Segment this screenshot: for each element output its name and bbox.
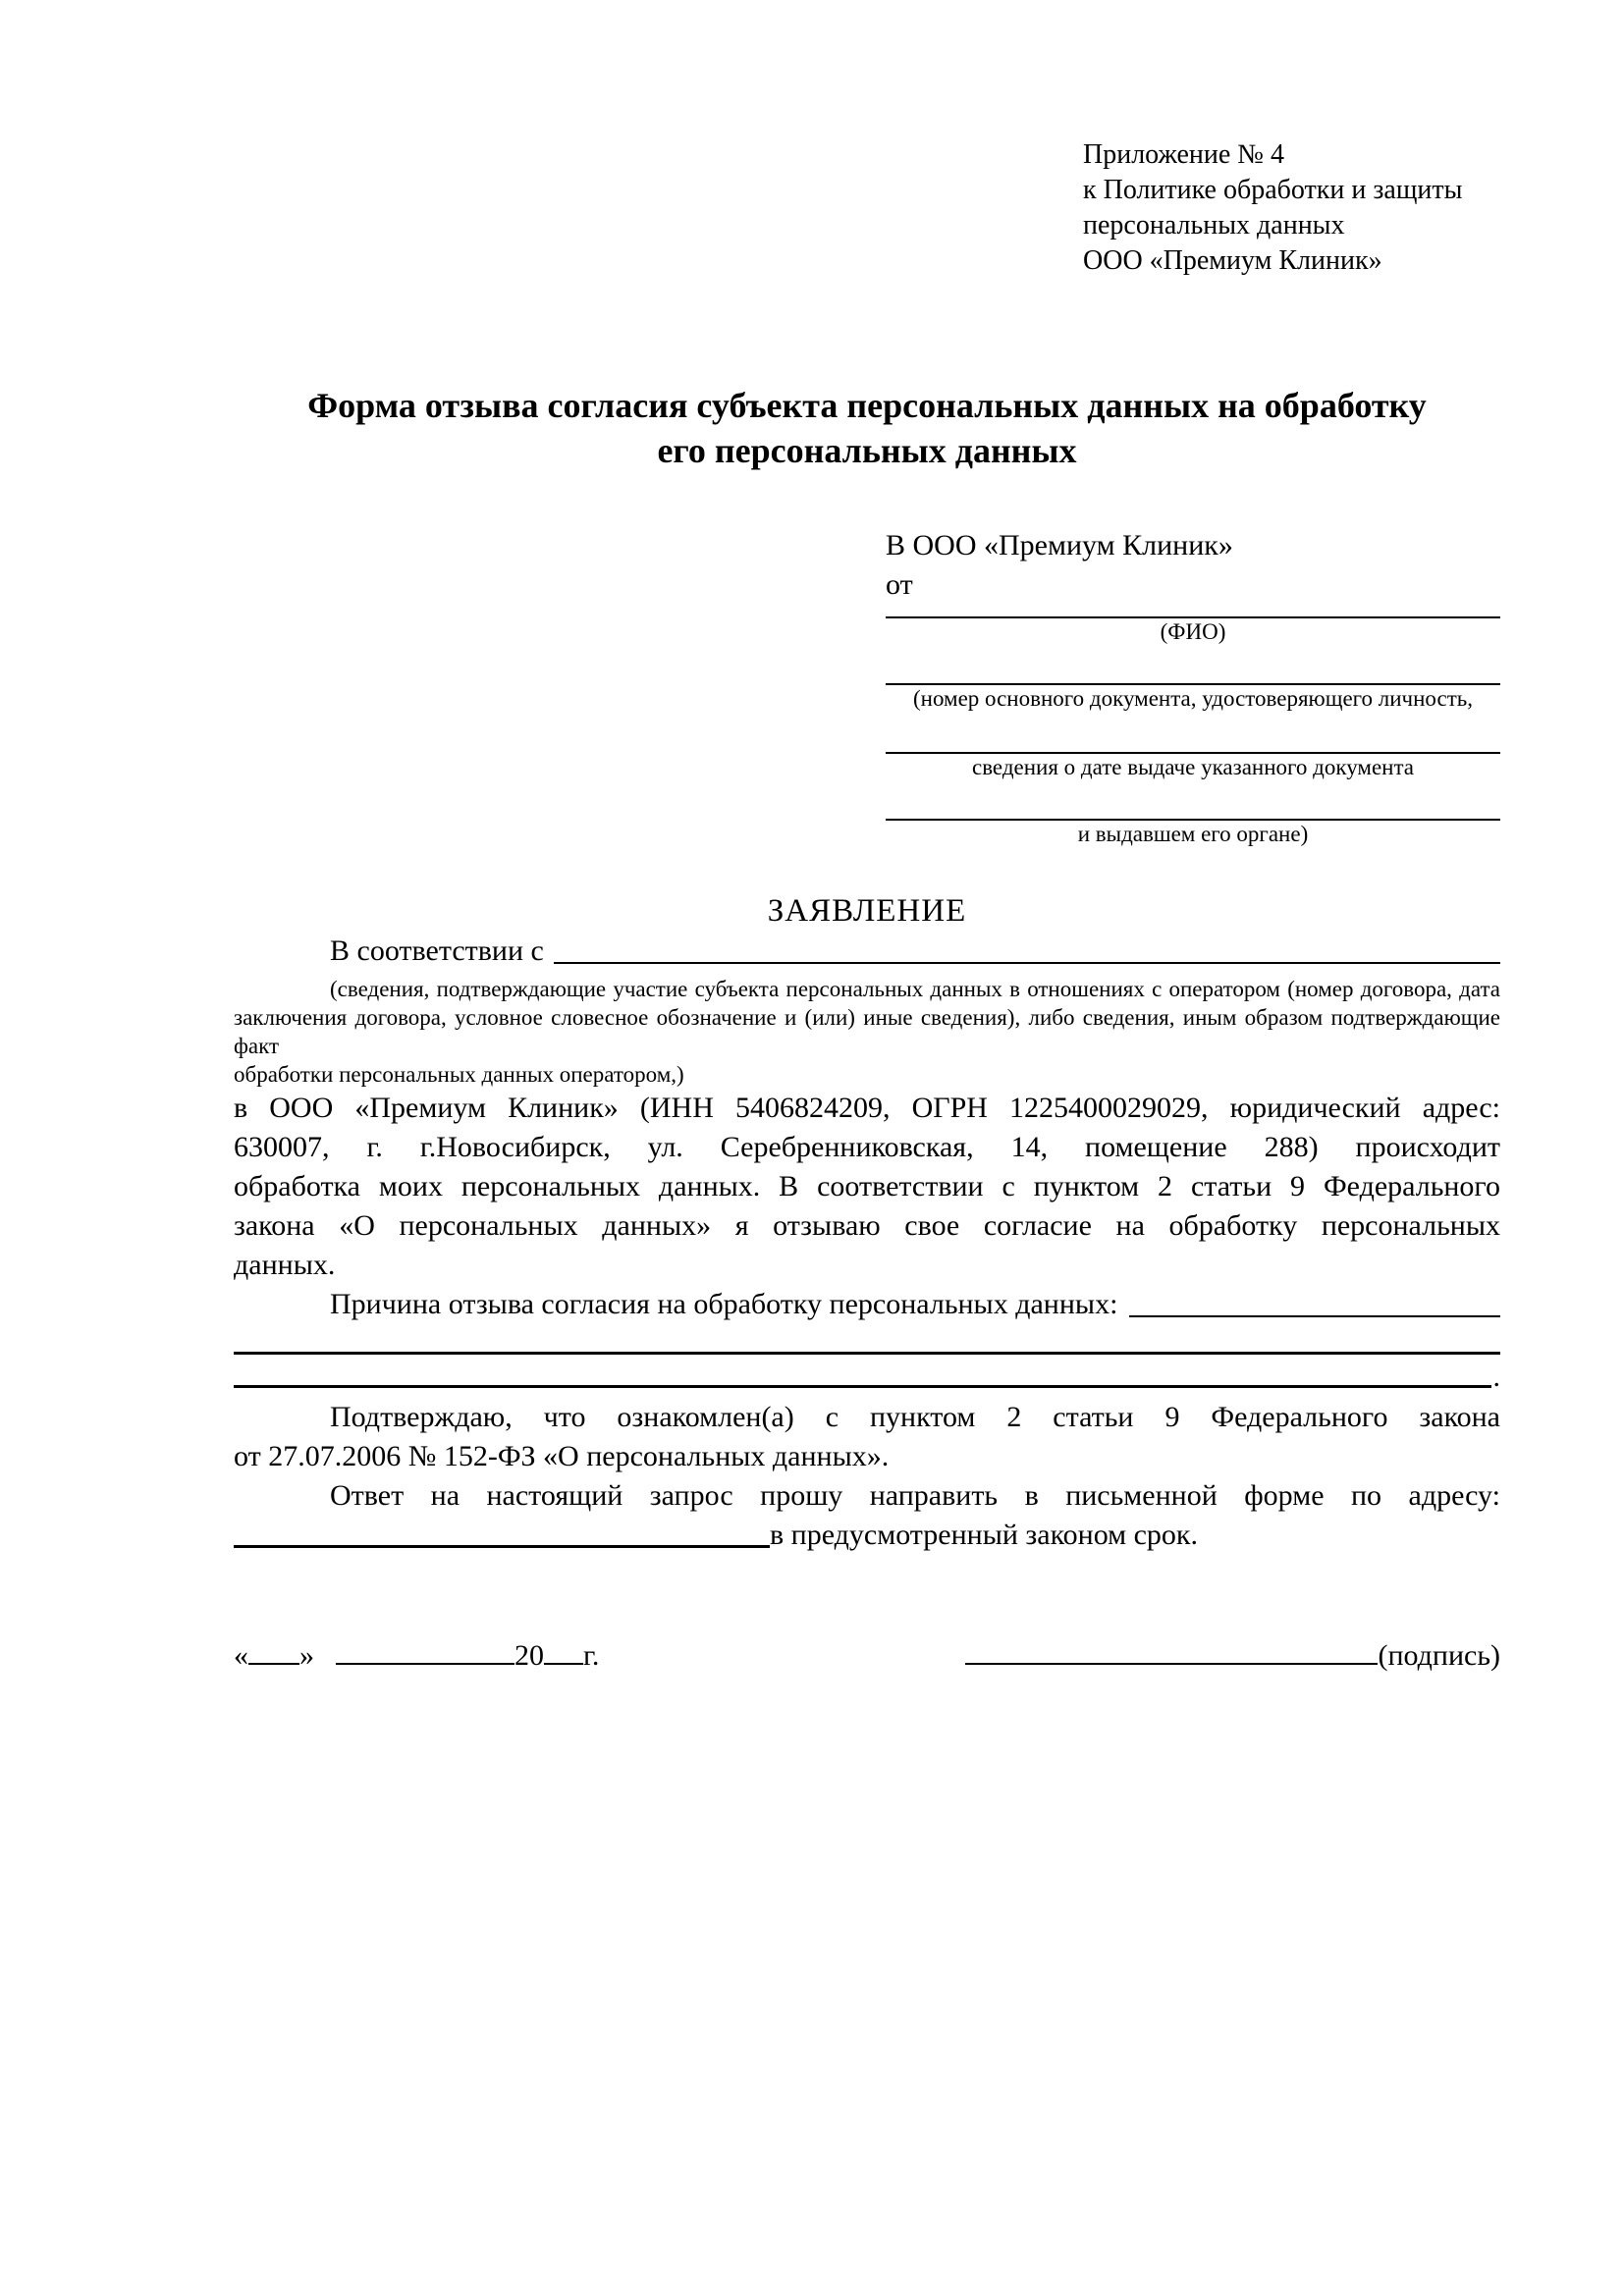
reply-address-row xyxy=(234,1516,1500,1555)
document-number-blank-line xyxy=(886,645,1500,685)
statement-body-line: данных. xyxy=(234,1249,336,1281)
statement-heading: ЗАЯВЛЕНИЕ xyxy=(767,893,967,929)
date-month-blank-line xyxy=(336,1633,514,1665)
form-title-line: Форма отзыва согласия субъекта персональных данных на обработку xyxy=(307,386,1427,425)
fio-blank-line xyxy=(886,605,1500,618)
form-title-line: его персональных данных xyxy=(657,431,1077,470)
appendix-header-line: к Политике обработки и защиты xyxy=(1083,175,1463,205)
signature-caption: (подпись) xyxy=(1378,1639,1500,1672)
basis-footnote-line: заключения договора, условное словесное обозначение и (или) иные сведения), либо сведения, иным образом подтверждающие факт xyxy=(234,1005,1500,1058)
reply-suffix: в предусмотренный законом срок. xyxy=(770,1519,1198,1551)
addressee-to: В ООО «Премиум Клиник» xyxy=(886,529,1233,561)
reply-request-line: Ответ на настоящий запрос прошу направить в письменной форме по адресу: xyxy=(330,1479,1500,1512)
appendix-header-line: Приложение № 4 xyxy=(1083,139,1284,170)
issuing-authority-blank-line xyxy=(886,780,1500,821)
reason-blank-row-3 xyxy=(234,1355,1500,1393)
basis-row xyxy=(234,932,1500,971)
fio-caption: (ФИО) xyxy=(1160,619,1226,644)
date-day-blank-line xyxy=(248,1633,299,1665)
issue-date-blank-line xyxy=(886,712,1500,754)
confirmation-line: Подтверждаю, что ознакомлен(а) с пунктом 2 статьи 9 Федерального закона xyxy=(330,1401,1500,1433)
reason-end-period: . xyxy=(1492,1361,1500,1393)
basis-footnote-line: (сведения, подтверждающие участие субъекта персональных данных в отношениях с оператором (номер договора, дата xyxy=(330,977,1500,1001)
issue-date-caption: сведения о дате выдаче указанного документа xyxy=(971,755,1415,779)
appendix-header-line: персональных данных xyxy=(1083,210,1345,240)
addressee-block xyxy=(886,526,1500,847)
basis-footnote-line: обработки персональных данных оператором,) xyxy=(234,1062,684,1087)
appendix-header-line: ООО «Премиум Клиник» xyxy=(1083,245,1382,276)
date-year-blank-line xyxy=(544,1633,583,1665)
reason-label: Причина отзыва согласия на обработку персональных данных: xyxy=(330,1288,1118,1320)
statement-body-line: 630007, г. г.Новосибирск, ул. Серебренниковская, 14, помещение 288) происходит xyxy=(234,1131,1500,1163)
date-year-prefix: 20 xyxy=(514,1639,544,1672)
statement-body-line: обработка моих персональных данных. В соответствии с пунктом 2 статьи 9 Федерального xyxy=(234,1170,1500,1202)
issuing-authority-caption: и выдавшем его органе) xyxy=(1077,822,1309,846)
document-number-caption: (номер основного документа, удостоверяющего личность, xyxy=(912,686,1473,711)
basis-blank-line xyxy=(554,962,1500,964)
basis-footnote xyxy=(234,975,1500,1089)
reason-blank-line-2 xyxy=(234,1324,1500,1355)
date-group xyxy=(234,1633,599,1678)
date-quote-open: « xyxy=(234,1639,248,1672)
reason-blank-line-3 xyxy=(234,1385,1491,1388)
addressee-from-label: от xyxy=(886,568,913,601)
reply-address-blank-line xyxy=(234,1545,770,1548)
signature-blank-line xyxy=(965,1633,1378,1665)
date-quote-close: » xyxy=(299,1639,314,1672)
confirmation-paragraph xyxy=(234,1398,1500,1476)
statement-body-line: в ООО «Премиум Клиник» (ИНН 5406824209, ОГРН 1225400029029, юридический адрес: xyxy=(234,1092,1500,1124)
form-title xyxy=(234,383,1500,473)
confirmation-line: от 27.07.2006 № 152-ФЗ «О персональных данных». xyxy=(234,1440,890,1472)
basis-prefix: В соответствии с xyxy=(330,934,544,967)
signature-group xyxy=(965,1633,1500,1678)
statement-body xyxy=(234,1089,1500,1285)
reason-blank-line xyxy=(1129,1315,1500,1317)
reason-row xyxy=(234,1285,1500,1324)
date-year-suffix: г. xyxy=(583,1639,600,1672)
statement-body-line: закона «О персональных данных» я отзываю свое согласие на обработку персональных xyxy=(234,1209,1500,1242)
signature-row xyxy=(234,1633,1500,1678)
appendix-header xyxy=(1083,137,1500,279)
